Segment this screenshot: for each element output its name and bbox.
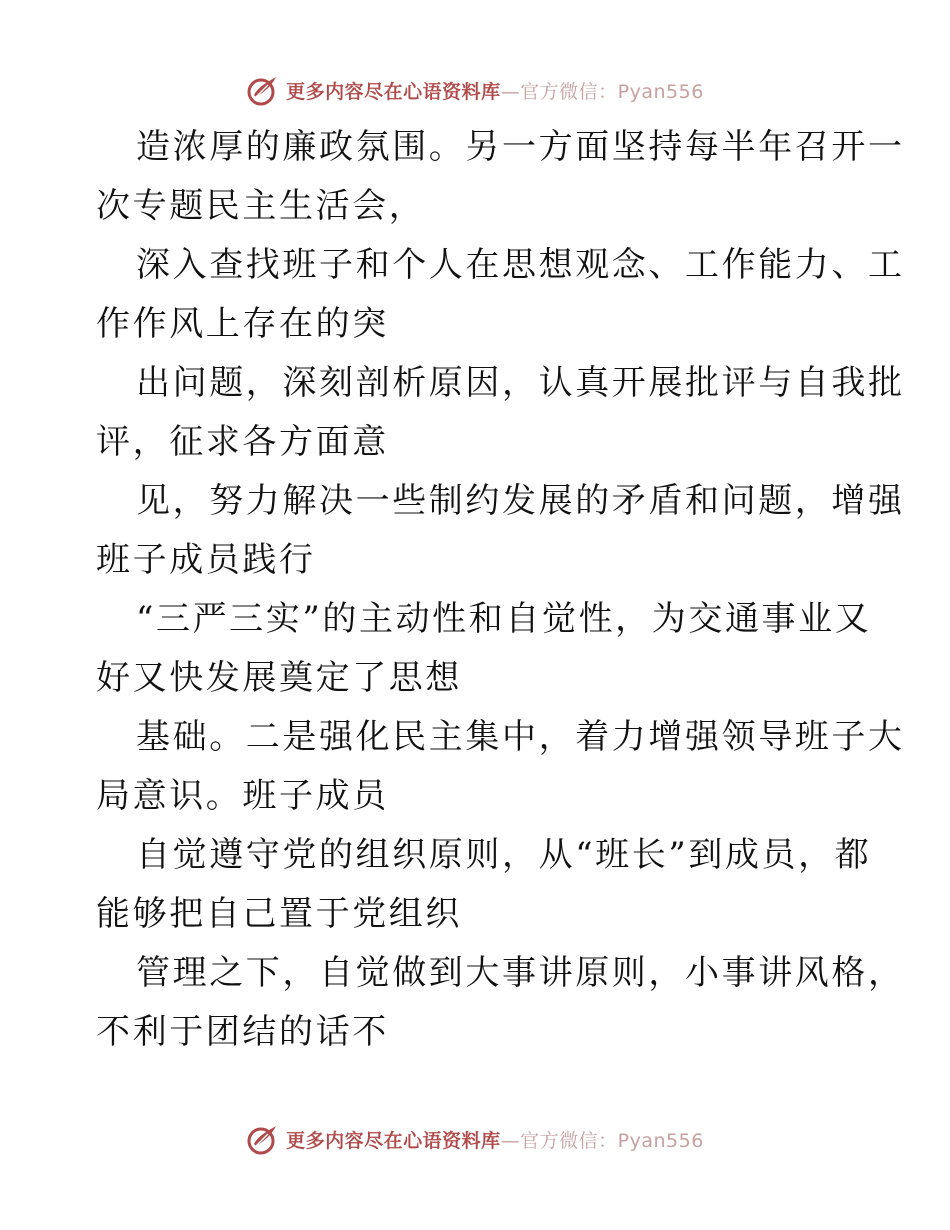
text-line: 管理之下，自觉做到大事讲原则，小事讲风格， (136, 953, 905, 993)
footer-text (286, 1126, 704, 1153)
text-line: 次专题民主生活会， (96, 186, 426, 226)
header-banner (0, 70, 950, 110)
text-line: 深入查找班子和个人在思想观念、工作能力、工 (136, 245, 905, 285)
document-body (96, 118, 905, 1062)
footer-brand: 更多内容尽在心语资料库 (286, 1129, 501, 1152)
leaf-pen-icon (246, 1122, 280, 1156)
text-line: 班子成员践行 (96, 540, 316, 580)
header-dash: — (500, 80, 521, 103)
text-line: 见，努力解决一些制约发展的矛盾和问题，增强 (136, 481, 905, 521)
text-line: 自觉遵守党的组织原则，从“班长”到成员，都 (136, 835, 872, 875)
text-line: 能够把自己置于党组织 (96, 894, 462, 934)
text-line: 出问题，深刻剖析原因，认真开展批评与自我批 (136, 363, 905, 403)
text-line: 好又快发展奠定了思想 (96, 658, 462, 698)
footer-suffix: 官方微信：Pyan556 (520, 1129, 704, 1152)
text-line: 局意识。班子成员 (96, 776, 389, 816)
header-brand: 更多内容尽在心语资料库 (286, 80, 501, 103)
header-text (286, 77, 704, 104)
footer-banner (0, 1119, 950, 1159)
text-line: 基础。二是强化民主集中，着力增强领导班子大 (136, 717, 905, 757)
header-suffix: 官方微信：Pyan556 (520, 80, 704, 103)
leaf-pen-icon (246, 73, 280, 107)
text-line: “三严三实”的主动性和自觉性，为交通事业又 (136, 599, 872, 639)
text-line: 造浓厚的廉政氛围。另一方面坚持每半年召开一 (136, 127, 905, 167)
text-line: 作作风上存在的突 (96, 304, 389, 344)
footer-dash: — (500, 1129, 521, 1152)
text-line: 不利于团结的话不 (96, 1012, 389, 1052)
text-line: 评，征求各方面意 (96, 422, 389, 462)
